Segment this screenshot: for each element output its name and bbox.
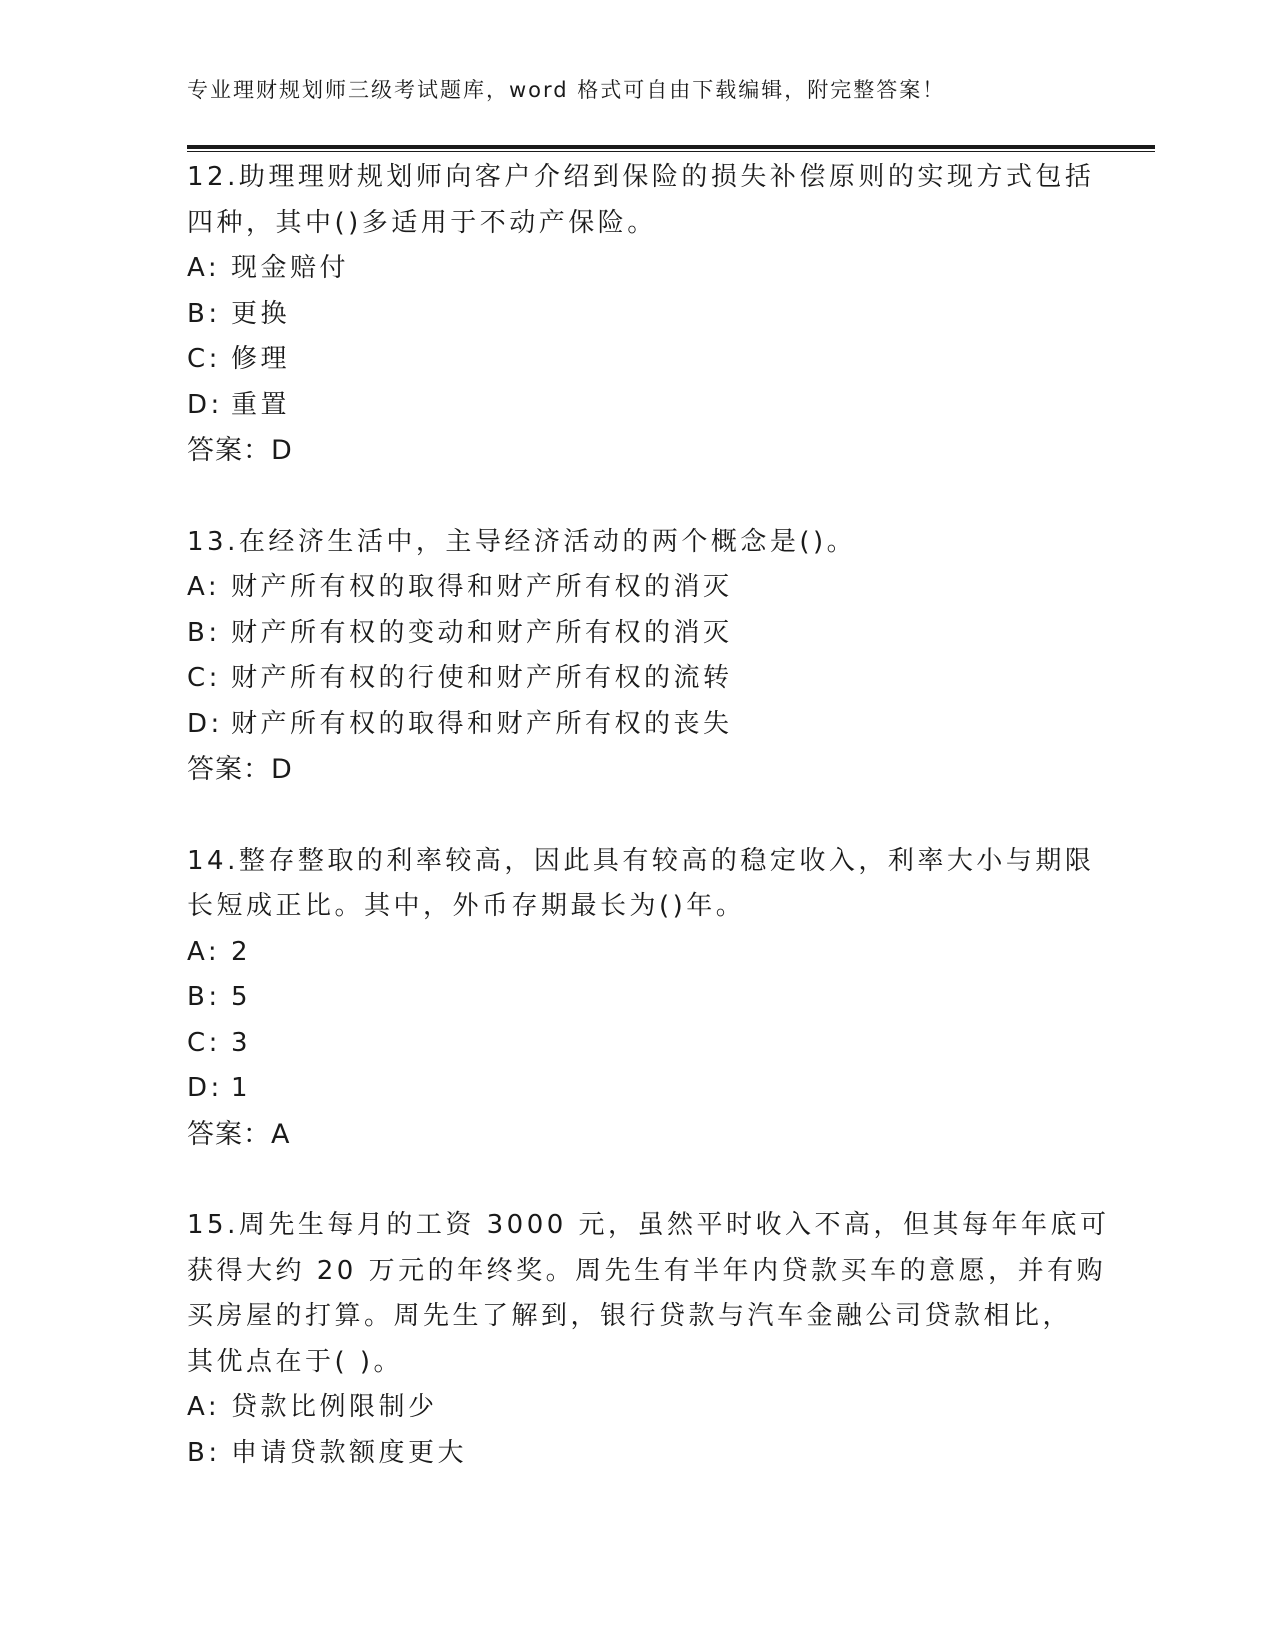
option-b: [187, 292, 1087, 338]
option-text: 财产所有权的行使和财产所有权的流转: [231, 663, 733, 693]
question-14: [187, 839, 1095, 1158]
option-text: 修理: [231, 344, 291, 374]
option-key: A:: [187, 1392, 221, 1422]
option-b: [187, 1431, 1087, 1477]
question-text: 买房屋的打算。周先生了解到，银行贷款与汽车金融公司贷款相比，: [187, 1301, 1073, 1331]
header-rule-thick: [187, 145, 1155, 149]
option-c: [187, 656, 1087, 702]
option-key: D:: [187, 389, 223, 420]
option-text: 贷款比例限制少: [231, 1392, 438, 1422]
answer-line: 答案：D: [187, 754, 293, 785]
option-text: 财产所有权的取得和财产所有权的丧失: [231, 708, 733, 739]
page-header: 专业理财规划师三级考试题库，word 格式可自由下载编辑，附完整答案！: [187, 78, 946, 102]
option-a: [187, 246, 1087, 292]
answer-line: 答案：D: [187, 435, 293, 466]
option-text: 财产所有权的取得和财产所有权的消灭: [231, 572, 733, 602]
option-b: [187, 611, 1087, 657]
option-d: [187, 1066, 1087, 1112]
question-text: 获得大约 20 万元的年终奖。周先生有半年内贷款买车的意愿，并有购: [187, 1255, 1107, 1286]
option-text: 现金赔付: [231, 253, 350, 283]
option-text: 3: [231, 1027, 252, 1058]
option-key: A:: [187, 936, 221, 967]
option-b: [187, 975, 1087, 1021]
question-text: 长短成正比。其中，外币存期最长为()年。: [187, 891, 746, 921]
option-a: [187, 1385, 1087, 1431]
option-c: [187, 337, 1087, 383]
header-rule-thin: [187, 151, 1155, 152]
option-key: A:: [187, 572, 221, 602]
option-key: A:: [187, 253, 221, 283]
question-text: 四种，其中()多适用于不动产保险。: [187, 207, 657, 238]
question-15: [187, 1203, 1110, 1476]
question-list: [187, 155, 1110, 1522]
option-text: 2: [231, 936, 252, 967]
option-text: 5: [231, 982, 252, 1012]
option-key: D:: [187, 708, 223, 739]
option-text: 重置: [231, 389, 291, 420]
option-text: 1: [231, 1073, 252, 1103]
option-key: C:: [187, 344, 221, 374]
question-text: 15.周先生每月的工资 3000 元，虽然平时收入不高，但其每年年底可: [187, 1210, 1110, 1240]
option-text: 财产所有权的变动和财产所有权的消灭: [231, 617, 733, 648]
option-key: B:: [187, 298, 221, 329]
option-text: 申请贷款额度更大: [231, 1437, 468, 1468]
option-d: [187, 383, 1087, 429]
option-text: 更换: [231, 298, 291, 329]
option-a: [187, 565, 1087, 611]
question-12: [187, 155, 1095, 474]
option-key: B:: [187, 1437, 221, 1468]
option-key: B:: [187, 982, 221, 1012]
question-text: 13.在经济生活中，主导经济活动的两个概念是()。: [187, 526, 857, 557]
answer-line: 答案：A: [187, 1118, 291, 1150]
option-key: C:: [187, 663, 221, 693]
question-text: 其优点在于( )。: [187, 1346, 404, 1377]
option-c: [187, 1021, 1087, 1067]
option-a: [187, 930, 1087, 976]
option-d: [187, 702, 1087, 748]
question-text: 14.整存整取的利率较高，因此具有较高的稳定收入，利率大小与期限: [187, 845, 1095, 876]
question-13: [187, 520, 1087, 793]
question-text: 12.助理理财规划师向客户介绍到保险的损失补偿原则的实现方式包括: [187, 162, 1095, 192]
option-key: D:: [187, 1073, 223, 1103]
option-key: B:: [187, 617, 221, 648]
option-key: C:: [187, 1027, 221, 1058]
